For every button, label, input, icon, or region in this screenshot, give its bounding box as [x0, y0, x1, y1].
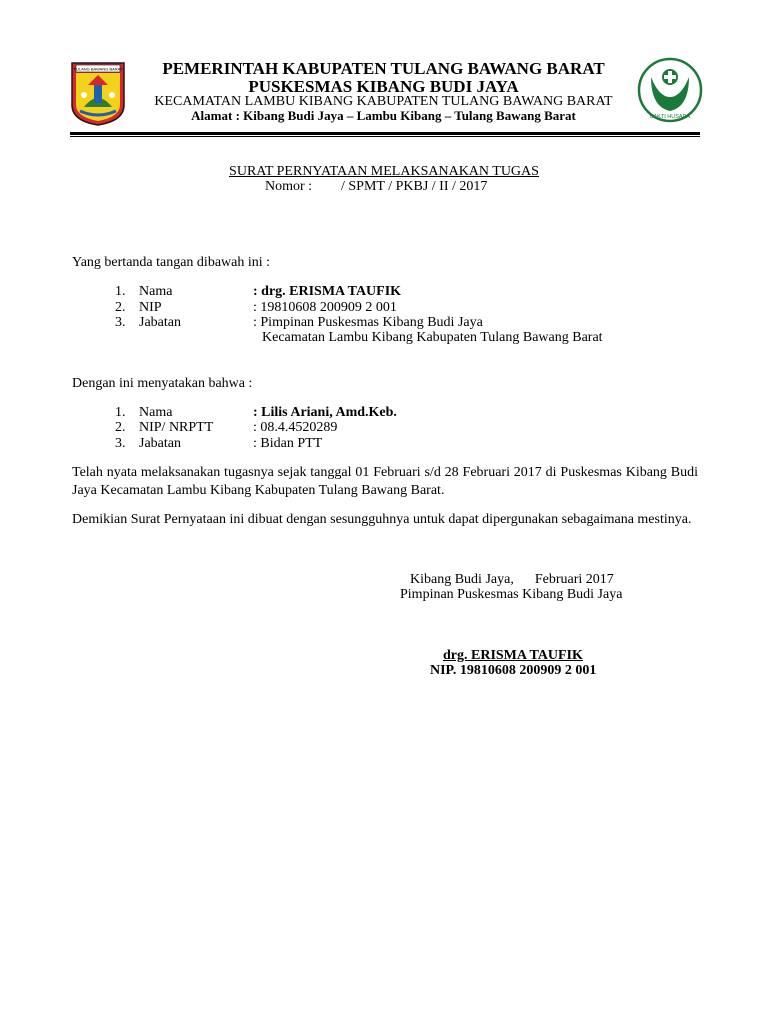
letterhead-government-line: PEMERINTAH KABUPATEN TULANG BAWANG BARAT [162, 59, 605, 78]
subject-no-3: 3. [115, 436, 126, 451]
letterhead-address: Alamat : Kibang Budi Jaya – Lambu Kibang – Tulang Bawang Barat [191, 108, 576, 123]
subject-value-nip: : 08.4.4520289 [253, 420, 338, 435]
signer-label-name: Nama [139, 284, 173, 299]
statement-text: Dengan ini menyatakan bahwa : [72, 376, 253, 391]
subject-no-2: 2. [115, 420, 126, 435]
closing-paragraph: Demikian Surat Pernyataan ini dibuat dengan sesungguhnya untuk dapat dipergunakan sebagaimana mestinya. [72, 512, 692, 527]
signer-value-position: : Pimpinan Puskesmas Kibang Budi Jaya [253, 315, 483, 330]
bakti-husada-caption: BAKTI HUSADA [649, 114, 691, 120]
signature-position: Pimpinan Puskesmas Kibang Budi Jaya [400, 587, 623, 602]
letterhead-divider [70, 132, 700, 135]
signer-value-name: : drg. ERISMA TAUFIK [253, 284, 402, 299]
signer-label-position: Jabatan [139, 315, 181, 330]
signer-value-position-cont: Kecamatan Lambu Kibang Kabupaten Tulang Bawang Barat [262, 330, 603, 345]
emblem-banner-text: TULANG BAWANG BARAT [73, 66, 123, 72]
letterhead-puskesmas-name: PUSKESMAS KIBANG BUDI JAYA [248, 77, 519, 96]
signature-nip: NIP. 19810608 200909 2 001 [430, 663, 597, 678]
subject-label-nip: NIP/ NRPTT [139, 420, 214, 435]
intro-text: Yang bertanda tangan dibawah ini : [72, 255, 271, 270]
signer-no-1: 1. [115, 284, 126, 299]
letterhead-divider-thin [70, 136, 700, 137]
signer-value-nip: : 19810608 200909 2 001 [253, 300, 397, 315]
letter-number-value: / SPMT / PKBJ / II / 2017 [341, 179, 488, 194]
duty-statement-paragraph: Telah nyata melaksanakan tugasnya sejak tanggal 01 Februari s/d 28 Februari 2017 di Puskesmas Kibang Budi Jaya Kecamatan Lambu Kibang Kabupaten Tulang Bawang Barat. [72, 465, 698, 498]
signer-no-2: 2. [115, 300, 126, 315]
subject-label-position: Jabatan [139, 436, 181, 451]
signature-place-date: Kibang Budi Jaya, Februari 2017 [410, 572, 614, 587]
signature-name: drg. ERISMA TAUFIK [443, 648, 583, 663]
subject-value-name: : Lilis Ariani, Amd.Keb. [253, 405, 397, 420]
signer-no-3: 3. [115, 315, 126, 330]
subject-label-name: Nama [139, 405, 173, 420]
letter-title: SURAT PERNYATAAN MELAKSANAKAN TUGAS [229, 164, 539, 179]
subject-value-position: : Bidan PTT [253, 436, 323, 451]
bakti-husada-logo [637, 57, 703, 123]
subject-no-1: 1. [115, 405, 126, 420]
signer-label-nip: NIP [139, 300, 162, 315]
regency-emblem-logo [70, 61, 126, 127]
letter-number-label: Nomor : [265, 179, 313, 194]
letterhead-district-line: KECAMATAN LAMBU KIBANG KABUPATEN TULANG BAWANG BARAT [154, 94, 613, 109]
